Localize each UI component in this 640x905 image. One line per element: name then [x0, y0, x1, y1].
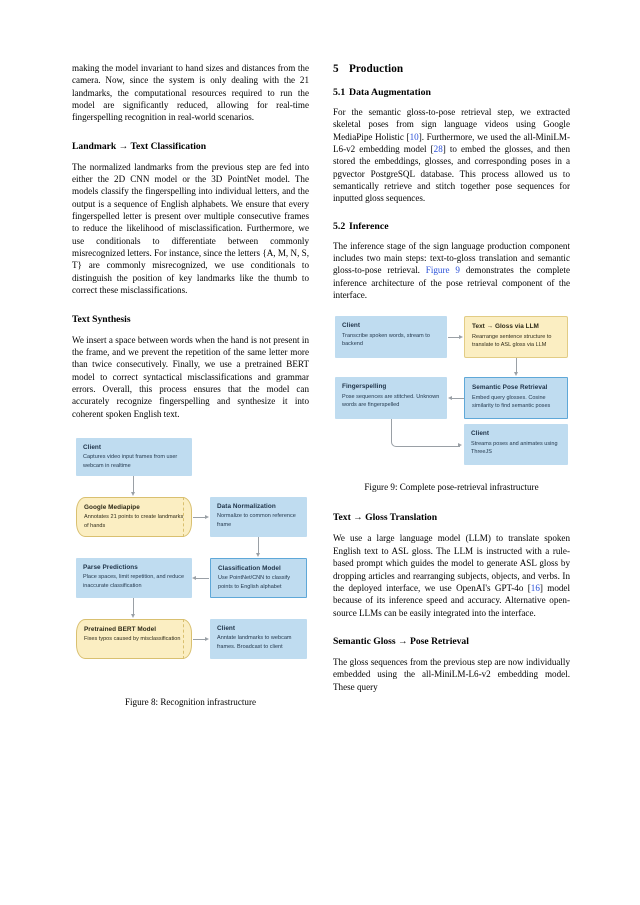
node-client-output [210, 619, 307, 659]
node-description: Streams poses and animates using ThreeJS [471, 440, 558, 456]
arrowhead-down [256, 553, 260, 557]
node-title: Client [342, 322, 361, 330]
node-description: Embed query glosses. Cosine similarity to find semantic poses [472, 394, 551, 410]
arrow-llm-to-semantic-retrieval [516, 358, 517, 373]
section-heading-production [333, 62, 570, 76]
node-title: Client [83, 443, 102, 451]
figure-8-caption: Figure 8: Recognition infrastructure [124, 696, 257, 707]
node-description: Pose sequences are stitched. Unknown words are fingerspelled [342, 393, 440, 409]
arrow-client-to-mediapipe [133, 476, 134, 493]
node-title: Google Mediapipe [84, 503, 140, 511]
text-fragment: demonstrates the complete inference architecture of the pose retrieval component of the interface. [333, 265, 570, 301]
text-fragment: ]. Furthermore, we used the all-MiniLM-L6-v2 embedding model [ [333, 131, 570, 155]
figure-9 [333, 314, 570, 493]
heading-semantic-gloss-pose-retrieval: Semantic Gloss → Pose Retrieval [333, 635, 469, 647]
node-description: Captures video input frames from user webcam in realtime [83, 454, 178, 469]
node-data-normalization [210, 497, 307, 537]
node-title: Semantic Pose Retrieval [472, 384, 548, 392]
paragraph-text-synthesis: We insert a space between words when the hand is not present in the frame, and we prevent the repetition of the same letter more than twice consecutively. Finally, we use a pretrained BERT model to correct syntactical misclassifications and grammar errors. Overall, this process ensures that the model can accurately recognize fingerspelling and synthesize it into coherent spoken English text. [72, 334, 309, 419]
node-pretrained-bert-model [76, 619, 192, 659]
node-client-transcribe [335, 316, 447, 358]
node-parse-predictions [76, 558, 192, 598]
figure-8 [72, 434, 309, 708]
node-title: Data Normalization [217, 502, 276, 510]
paragraph-semantic-gloss-retrieval: The gloss sequences from the previous step are now individually embedded using the all-MiniLM-L6-v2 embedding model. These query [333, 656, 570, 692]
paragraph-continued: making the model invariant to hand sizes and distances from the camera. Now, since the system is only dealing with the 21 landmarks, the computational resources required to run the model are significantly reduced, allowing for real-time fingerspelling recognition in real-world scenarios. [72, 63, 309, 123]
node-description: Use PointNet/CNN to classify points to English alphabet [218, 575, 291, 590]
arrowhead-down [131, 492, 135, 496]
two-column-layout [72, 62, 570, 842]
paragraph-landmark-classification: The normalized landmarks from the previous step are fed into either the 2D CNN model or the 3D PointNet model. The models classify the fingerspelling into individual letters, and the output is a sequence of English alphabets. We ensure that every fingerspelled letter is present over multiple consecutive frames to reduce the likelihood of misclassification. Furthermore, we use conditionals to differentiate between commonly misrecognized letters. For instance, since the letters {A, M, N, S, T} are commonly misrecognized, we use conditionals to distinguish the position of key landmarks like the thumb to correct these misclassifications. [72, 161, 309, 296]
citation-10[interactable]: 10 [409, 131, 419, 142]
figure-9-caption: Figure 9: Complete pose-retrieval infrastructure [364, 482, 539, 493]
arrowhead-right [205, 515, 209, 519]
heading-landmark-text-classification: Landmark → Text Classification [72, 140, 207, 152]
arrowhead-right [458, 443, 462, 447]
heading-text-synthesis: Text Synthesis [72, 313, 131, 325]
text-fragment: ] model because of its inference speed and accuracy. Alternative open-source LLMs can be easily integrated into the interface. [333, 582, 570, 618]
text-fragment: We use a large language model (LLM) to translate spoken English text to ASL gloss. The LLM is instructed with a rule-based prompt which guides the model to generate ASL gloss by dropping articles and rearranging subjects, objects, and verbs. In the deployed interface, we use OpenAI's GPT-4o [ [333, 533, 570, 593]
node-description: Transcribe spoken words, stream to backend [342, 332, 430, 348]
node-title: Pretrained BERT Model [84, 625, 157, 633]
node-description: Rearrange sentence structure to translate to ASL gloss via LLM [472, 333, 552, 349]
node-description: Normalize to common reference frame [217, 513, 296, 528]
node-description: Fixes typos caused by misclassification [84, 636, 181, 643]
subsection-heading-data-augmentation [333, 86, 570, 99]
node-title: Client [217, 624, 236, 632]
node-client-input [76, 438, 192, 476]
node-title: Classification Model [218, 564, 281, 572]
arrow-parse-to-bert [133, 598, 134, 615]
arrowhead-right [205, 637, 209, 641]
paragraph-text-gloss-translation [333, 532, 570, 618]
node-description: Place spaces, limit repetition, and reduce inaccurate classification [83, 574, 185, 589]
arrowhead-down [514, 372, 518, 376]
heading-text-gloss-translation: Text → Gloss Translation [333, 512, 438, 524]
node-semantic-pose-retrieval [464, 377, 568, 419]
subsection-title: Data Augmentation [349, 87, 431, 98]
text-fragment: For the semantic gloss-to-pose retrieval step, we extracted skeletal poses from sign language videos using Google MediaPipe Holistic [ [333, 107, 570, 142]
node-description: Anntate landmarks to webcam frames. Broadcast to client [217, 635, 292, 650]
arrowhead-left [192, 576, 196, 580]
paragraph-data-augmentation [333, 106, 570, 205]
arrowhead-right [459, 335, 463, 339]
text-fragment: The inference stage of the sign language production component includes two main steps: text-to-gloss translation and semantic gloss-to-pose retrieval. [333, 240, 570, 276]
arrowhead-down [131, 614, 135, 618]
node-title: Fingerspelling [342, 383, 387, 391]
node-client-stream [464, 424, 568, 465]
text-fragment: ] to embed the glosses, and then stored the embeddings, glosses, and corresponding poses in a pgvector PostgreSQL database. This process allowed us to semantically retrieve and stitch together pose sequences for inputted gloss sequences. [333, 144, 570, 204]
figure-8-diagram [72, 434, 309, 684]
subsection-heading-inference [333, 220, 570, 233]
citation-16[interactable]: 16 [530, 582, 540, 593]
section-title: Production [349, 63, 404, 75]
arrow-normalization-to-classification [258, 537, 259, 554]
node-title: Client [471, 430, 490, 438]
node-classification-model [210, 558, 307, 598]
arrow-semantic-to-fingerspelling [452, 398, 464, 399]
citation-28[interactable]: 28 [433, 144, 443, 155]
node-title: Text → Gloss via LLM [472, 323, 539, 331]
right-column [333, 62, 570, 842]
subsection-title: Inference [349, 220, 389, 232]
node-fingerspelling [335, 377, 447, 419]
paragraph-inference [333, 240, 570, 302]
node-title: Parse Predictions [83, 563, 138, 571]
arrow-fingerspelling-to-client-stream [391, 419, 460, 447]
subsection-number: 5.2 [333, 220, 346, 232]
left-column [72, 62, 309, 842]
node-text-to-gloss-llm [464, 316, 568, 358]
subsection-number: 5.1 [333, 87, 346, 98]
node-google-mediapipe [76, 497, 192, 537]
arrowhead-left [448, 396, 452, 400]
link-figure-9[interactable]: Figure 9 [425, 265, 460, 276]
section-number: 5 [333, 63, 339, 75]
node-description: Annotates 21 points to create landmarks of hands [84, 514, 184, 529]
arrow-classification-to-parse [196, 578, 209, 579]
figure-9-diagram [333, 314, 570, 469]
